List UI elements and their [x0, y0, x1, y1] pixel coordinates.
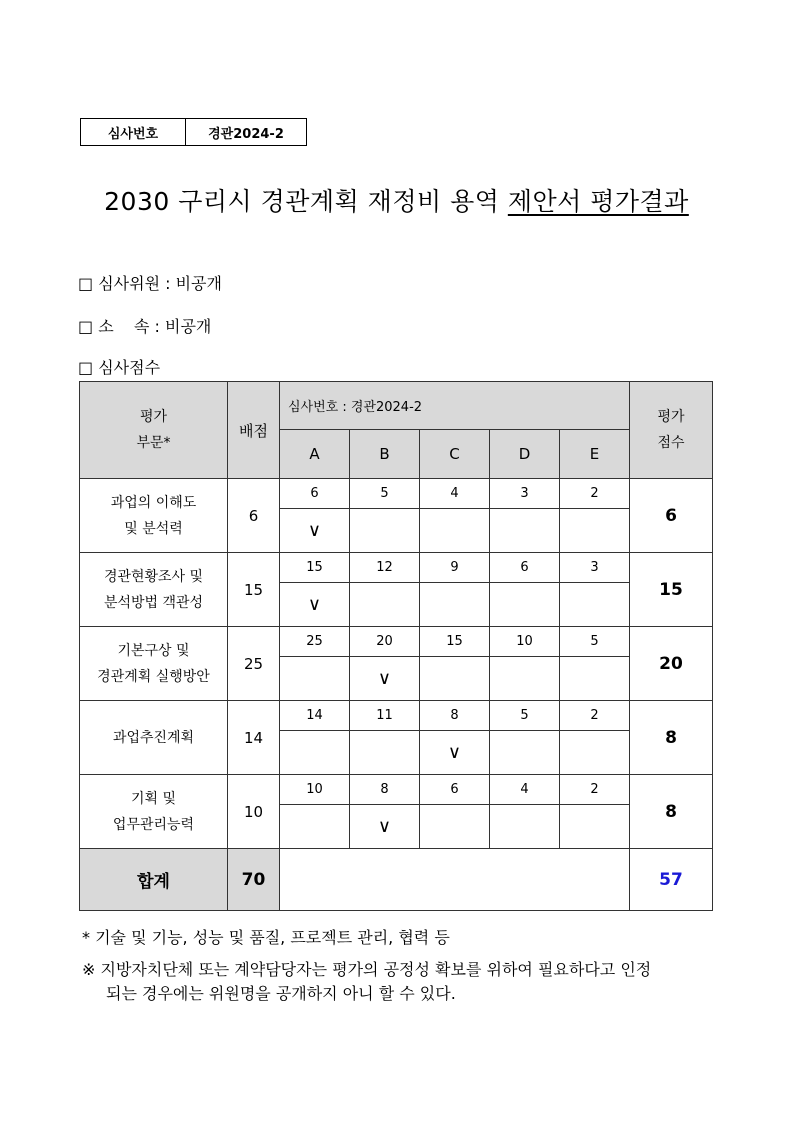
header-review-id: 심사번호 : 경관2024-2 [280, 382, 630, 430]
total-label: 합계 [80, 849, 228, 911]
score-row [80, 775, 713, 805]
grade-score-cell: 6 [420, 775, 490, 805]
row-category: 과업추진계획 [80, 701, 228, 775]
check-mark-cell: ∨ [350, 805, 420, 849]
grade-score-cell: 8 [420, 701, 490, 731]
empty-check-cell [350, 509, 420, 553]
row-category: 기획 및 업무관리능력 [80, 775, 228, 849]
header-grade-b: B [350, 430, 420, 479]
grade-score-cell: 5 [490, 701, 560, 731]
grade-score-cell: 11 [350, 701, 420, 731]
empty-check-cell [490, 805, 560, 849]
empty-check-cell [280, 731, 350, 775]
empty-check-cell [280, 805, 350, 849]
review-number-value: 경관2024-2 [186, 119, 307, 146]
header-points: 배점 [228, 382, 280, 479]
grade-score-cell: 4 [490, 775, 560, 805]
check-mark-cell: ∨ [280, 509, 350, 553]
row-points: 25 [228, 627, 280, 701]
score-row [80, 627, 713, 657]
score-row [80, 479, 713, 509]
empty-check-cell [490, 583, 560, 627]
grade-score-cell: 3 [560, 553, 630, 583]
empty-check-cell [420, 583, 490, 627]
row-score: 20 [630, 627, 713, 701]
row-points: 6 [228, 479, 280, 553]
score-table [79, 381, 713, 911]
footnote: * 기술 및 기능, 성능 및 품질, 프로젝트 관리, 협력 등 [82, 928, 450, 947]
row-score: 8 [630, 775, 713, 849]
grade-score-cell: 14 [280, 701, 350, 731]
grade-score-cell: 8 [350, 775, 420, 805]
reviewer-line: □ 심사위원 : 비공개 [78, 274, 222, 293]
header-score: 평가 점수 [630, 382, 713, 479]
row-category: 기본구상 및 경관계획 실행방안 [80, 627, 228, 701]
affiliation-line: □ 소 속 : 비공개 [78, 317, 212, 336]
empty-check-cell [560, 509, 630, 553]
header-grade-d: D [490, 430, 560, 479]
grade-score-cell: 15 [420, 627, 490, 657]
grade-score-cell: 10 [490, 627, 560, 657]
check-mark-cell: ∨ [420, 731, 490, 775]
page-title [0, 182, 793, 218]
row-score: 6 [630, 479, 713, 553]
total-points: 70 [228, 849, 280, 911]
grade-score-cell: 2 [560, 775, 630, 805]
header-grade-e: E [560, 430, 630, 479]
remark-line-1: ※ 지방자치단체 또는 계약담당자는 평가의 공정성 확보를 위하여 필요하다고 인정 [82, 960, 652, 979]
empty-check-cell [420, 509, 490, 553]
grade-score-cell: 2 [560, 701, 630, 731]
title-underlined: 제안서 평가결과 [507, 187, 689, 216]
title-plain: 2030 구리시 경관계획 재정비 용역 [104, 187, 508, 216]
row-category: 경관현황조사 및 분석방법 객관성 [80, 553, 228, 627]
grade-score-cell: 25 [280, 627, 350, 657]
empty-check-cell [490, 731, 560, 775]
empty-check-cell [350, 731, 420, 775]
row-category: 과업의 이해도 및 분석력 [80, 479, 228, 553]
score-row [80, 553, 713, 583]
review-number-box [80, 118, 307, 146]
grade-score-cell: 5 [350, 479, 420, 509]
total-blank [280, 849, 630, 911]
header-grade-c: C [420, 430, 490, 479]
check-mark-cell: ∨ [350, 657, 420, 701]
row-score: 8 [630, 701, 713, 775]
grade-score-cell: 3 [490, 479, 560, 509]
review-number-label: 심사번호 [81, 119, 186, 146]
grade-score-cell: 5 [560, 627, 630, 657]
header-category: 평가 부문* [80, 382, 228, 479]
remark-line-2: 되는 경우에는 위원명을 공개하지 아니 할 수 있다. [106, 984, 456, 1003]
empty-check-cell [490, 657, 560, 701]
empty-check-cell [280, 657, 350, 701]
empty-check-cell [560, 731, 630, 775]
total-score: 57 [630, 849, 713, 911]
empty-check-cell [560, 805, 630, 849]
row-points: 10 [228, 775, 280, 849]
score-heading: □ 심사점수 [78, 358, 161, 377]
grade-score-cell: 15 [280, 553, 350, 583]
grade-score-cell: 9 [420, 553, 490, 583]
empty-check-cell [420, 657, 490, 701]
grade-score-cell: 20 [350, 627, 420, 657]
header-grade-a: A [280, 430, 350, 479]
empty-check-cell [350, 583, 420, 627]
empty-check-cell [560, 583, 630, 627]
grade-score-cell: 2 [560, 479, 630, 509]
grade-score-cell: 12 [350, 553, 420, 583]
grade-score-cell: 4 [420, 479, 490, 509]
check-mark-cell: ∨ [280, 583, 350, 627]
grade-score-cell: 10 [280, 775, 350, 805]
grade-score-cell: 6 [280, 479, 350, 509]
score-rows [80, 479, 713, 849]
score-row [80, 701, 713, 731]
grade-score-cell: 6 [490, 553, 560, 583]
row-score: 15 [630, 553, 713, 627]
empty-check-cell [420, 805, 490, 849]
row-points: 15 [228, 553, 280, 627]
empty-check-cell [490, 509, 560, 553]
row-points: 14 [228, 701, 280, 775]
empty-check-cell [560, 657, 630, 701]
